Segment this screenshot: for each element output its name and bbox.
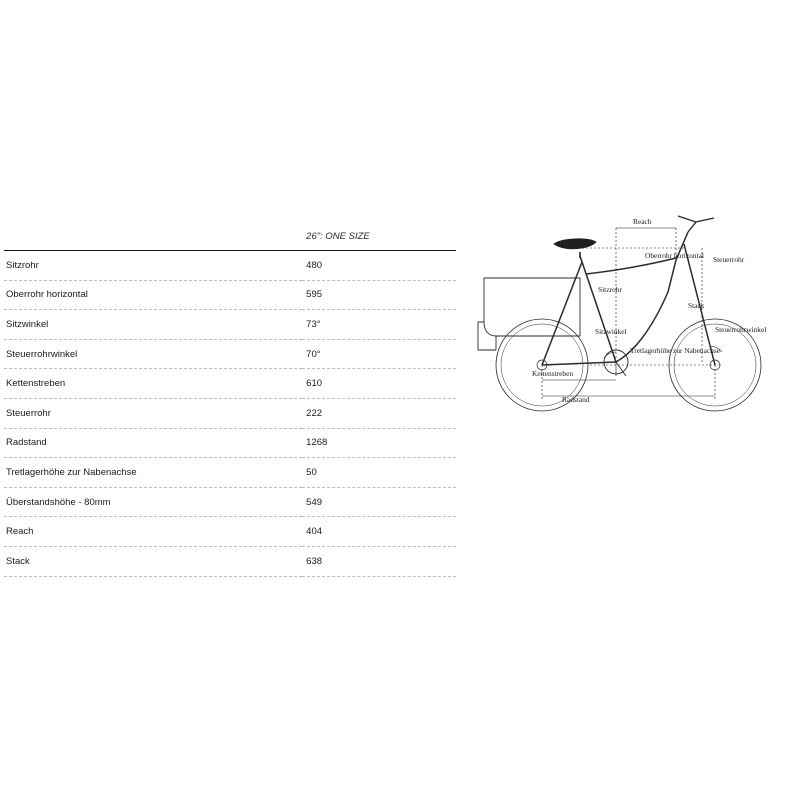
label-kettenstreben: Kettenstreben (532, 369, 574, 378)
table-row (4, 280, 456, 310)
row-label: Sitzwinkel (6, 318, 49, 330)
row-value: 480 (306, 259, 323, 271)
table-row (4, 458, 456, 488)
label-radstand: Radstand (562, 395, 590, 404)
row-label: Tretlagerhöhe zur Nabenachse (6, 466, 137, 478)
saddle-icon (554, 239, 596, 258)
row-label: Steuerrohr (6, 407, 51, 419)
label-tretlagerhoehe: Tretlagerhöhe zur Nabenachse (630, 346, 721, 355)
row-value: 73° (306, 318, 321, 330)
label-reach: Reach (633, 217, 652, 226)
table-row (4, 310, 456, 340)
table-row (4, 339, 456, 369)
row-label: Steuerrohrwinkel (6, 348, 78, 360)
table-header-row (4, 222, 456, 251)
table-row (4, 517, 456, 547)
geometry-table (4, 222, 456, 577)
row-label: Kettenstreben (6, 378, 66, 390)
row-value: 549 (306, 496, 323, 508)
row-label: Reach (6, 526, 34, 538)
label-stack: Stack (688, 301, 705, 310)
row-value: 1268 (306, 437, 328, 449)
label-steuerrohrwinkel: Steuerrohrwinkel (715, 325, 767, 334)
label-sitzwinkel: Sitzwinkel (595, 327, 627, 336)
label-steuerrohr: Steuerrohr (713, 255, 745, 264)
label-oberrohr-horizontal: Oberrohr horizontal (645, 251, 704, 260)
table-row (4, 487, 456, 517)
table-row (4, 428, 456, 458)
row-value: 404 (306, 526, 323, 538)
header-label-column (4, 222, 302, 251)
front-basket-icon (478, 278, 580, 350)
row-value: 70° (306, 348, 321, 360)
bicycle-geometry-diagram (470, 200, 796, 430)
table-row (4, 398, 456, 428)
row-value: 610 (306, 378, 323, 390)
table-row (4, 546, 456, 576)
handlebar-icon (678, 216, 714, 232)
row-label: Sitzrohr (6, 259, 39, 271)
row-value: 638 (306, 555, 323, 567)
row-label: Oberrohr horizontal (6, 289, 88, 301)
table-row (4, 251, 456, 281)
row-label: Überstandshöhe - 80mm (6, 496, 111, 508)
label-sitzrohr: Sitzrohr (598, 285, 622, 294)
row-value: 222 (306, 407, 323, 419)
row-label: Stack (6, 555, 30, 567)
geometry-table-body (4, 222, 456, 576)
row-label: Radstand (6, 437, 47, 449)
header-size-column: 26": ONE SIZE (306, 230, 370, 242)
row-value: 50 (306, 466, 317, 478)
table-row (4, 369, 456, 399)
row-value: 595 (306, 289, 323, 301)
